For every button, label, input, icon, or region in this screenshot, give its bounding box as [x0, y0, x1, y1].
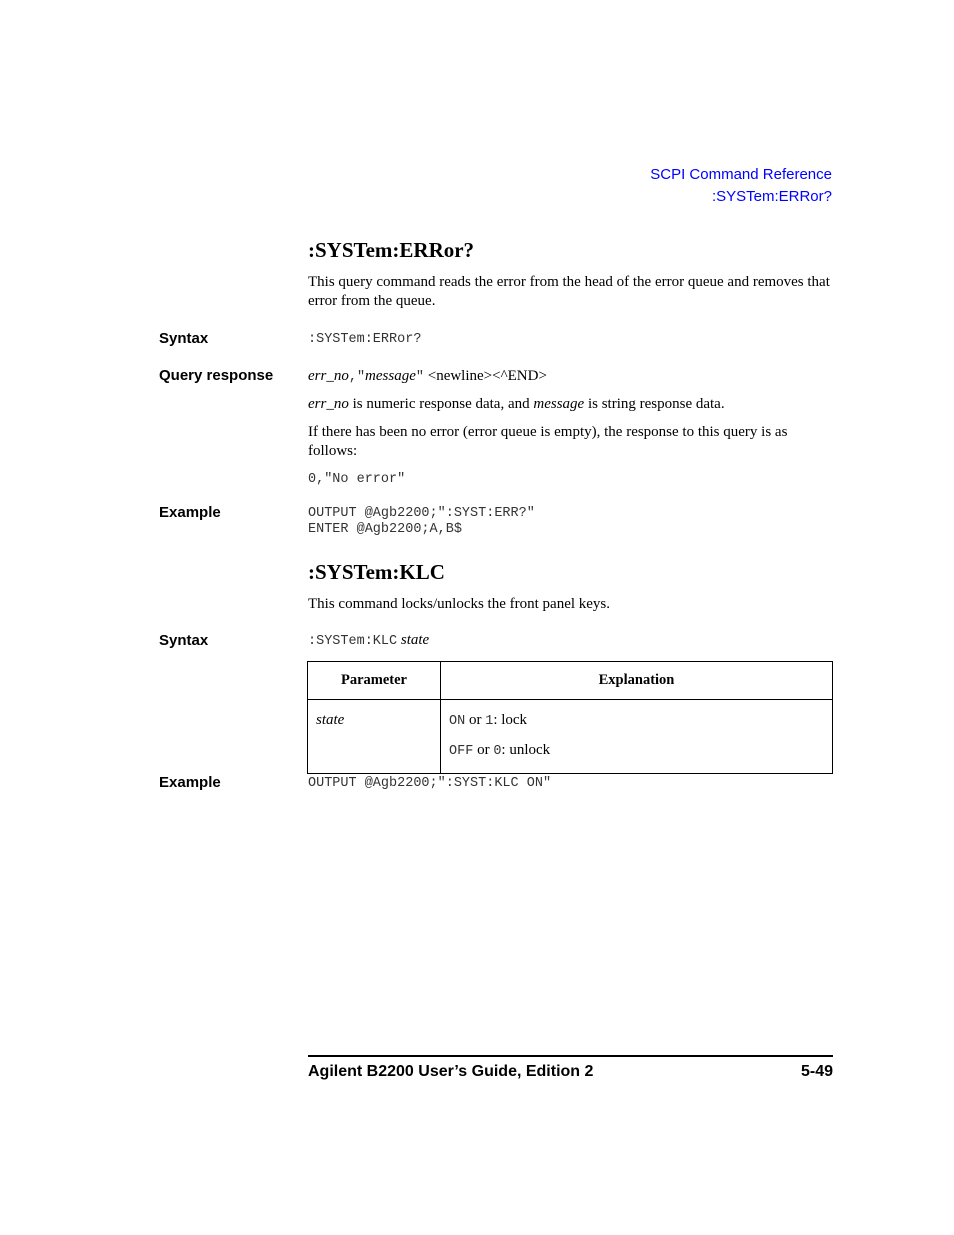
note-tail-text: is string response data.: [584, 396, 725, 412]
system-error-example-line-1: OUTPUT @Agb2200;":SYST:ERR?": [308, 506, 535, 521]
no-error-explanation: If there has been no error (error queue is empty), the response to this query is as follows:: [308, 424, 788, 459]
section-title-system-error: :SYSTem:ERRor?: [308, 238, 475, 262]
err-no-term: err_no: [308, 396, 349, 412]
response-data-note: [308, 395, 832, 414]
running-header-topic: :SYSTem:ERRor?: [711, 188, 832, 205]
on-number: 1: [485, 714, 494, 729]
message-term: message: [533, 396, 585, 412]
column-header-parameter: Parameter: [308, 662, 441, 700]
section-title-system-klc: :SYSTem:KLC: [308, 560, 445, 584]
response-end-quote: ": [415, 370, 424, 385]
off-code: OFF: [449, 744, 474, 759]
off-or-text: or: [473, 742, 494, 758]
footer-rule: [308, 1055, 833, 1057]
unlock-option: [449, 736, 824, 766]
query-response-label: Query response: [159, 367, 274, 384]
message-term: message: [365, 368, 416, 384]
running-header-section: SCPI Command Reference: [650, 166, 832, 183]
table-header-row: [308, 662, 833, 700]
on-or-text: or: [465, 712, 486, 728]
system-error-syntax: :SYSTem:ERRor?: [308, 332, 422, 347]
system-error-description: This query command reads the error from the head of the error queue and removes that error from the queue.: [308, 274, 830, 309]
off-number: 0: [493, 744, 502, 759]
lock-option: [449, 706, 824, 736]
example-label: Example: [159, 774, 221, 791]
on-code: ON: [449, 714, 466, 729]
syntax-label: Syntax: [159, 330, 209, 347]
klc-parameter-table: [307, 661, 833, 774]
system-error-example-line-2: ENTER @Agb2200;A,B$: [308, 522, 462, 537]
table-row: [308, 700, 833, 774]
note-middle-text: is numeric response data, and: [348, 396, 534, 412]
parameter-name: state: [316, 712, 345, 728]
klc-syntax-command: :SYSTem:KLC: [308, 634, 398, 649]
query-response-format: [308, 367, 832, 387]
off-description: : unlock: [501, 742, 551, 758]
response-terminator: <newline><^END>: [423, 368, 547, 384]
response-separator: ,": [348, 370, 366, 385]
no-error-response-code: 0,"No error": [308, 472, 406, 487]
explanation-cell: [441, 700, 833, 774]
example-label: Example: [159, 504, 221, 521]
footer-page-number: 5-49: [800, 1063, 833, 1080]
err-no-term: err_no: [308, 368, 349, 384]
footer-guide-title: Agilent B2200 User’s Guide, Edition 2: [308, 1063, 594, 1080]
on-description: : lock: [493, 712, 528, 728]
system-klc-description: This command locks/unlocks the front panel keys.: [308, 596, 611, 612]
system-klc-example: OUTPUT @Agb2200;":SYST:KLC ON": [308, 776, 552, 791]
parameter-cell: [308, 700, 441, 774]
syntax-label: Syntax: [159, 632, 209, 649]
column-header-explanation: Explanation: [441, 662, 833, 700]
klc-syntax-parameter: state: [400, 632, 430, 648]
system-klc-syntax: [308, 632, 429, 649]
